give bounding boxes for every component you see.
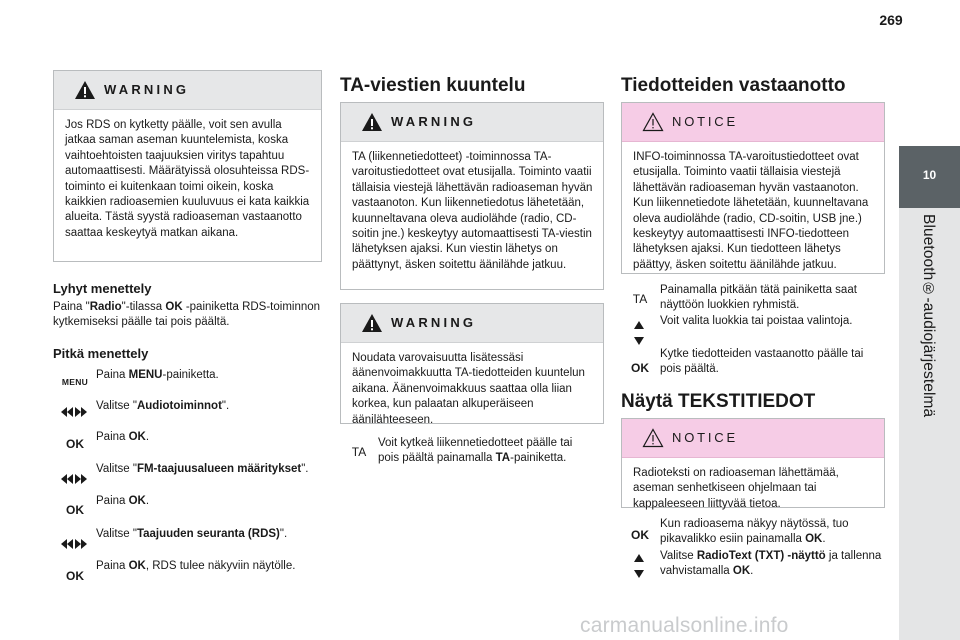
step-1-text: Paina MENU-painiketta. [96, 369, 219, 381]
chapter-title: Bluetooth®-audiojärjestelmä [920, 214, 937, 418]
volume-warning-box [340, 303, 604, 424]
warning-triangle-icon [361, 313, 383, 333]
ok-button-icon: OK [66, 503, 84, 517]
short-procedure-text: Paina "Radio"-tilassa OK -painiketta RDS-toiminnon kytkemiseksi päälle tai pois päältä. [53, 301, 321, 329]
menu-button-icon: MENU [61, 377, 89, 387]
radiotext-select-text: Valitse RadioText (TXT) -näyttö ja tallenna vahvistamalla OK. [660, 550, 882, 578]
notice-text: Radioteksti on radioaseman lähettämää, aseman senhetkiseen ohjelmaan tai kappaleeseen liittyvää tietoa. [633, 467, 839, 510]
ok-button-icon: OK [66, 437, 84, 451]
warning-header [341, 103, 603, 142]
rds-warning-box [53, 70, 322, 262]
warning-label: WARNING [391, 315, 477, 330]
warning-text: Noudata varovaisuutta lisätessäsi äänenvoimakkuutta TA-tiedotteiden kuuntelun aikana. Äänenvoimakkuus saattaa olla liian korkea, kun palaatan alkuperäiseen äänilähteeseen. [352, 352, 585, 426]
category-select-text: Voit valita luokkia tai poistaa valintoja. [660, 315, 853, 327]
radiotext-section-title: Näytä TEKSTITIEDOT [621, 391, 816, 412]
ta-warning-box [340, 102, 604, 290]
ok-button-icon: OK [631, 528, 649, 542]
announcements-section-title: Tiedotteiden vastaanotto [621, 75, 846, 96]
notice-label: NOTICE [672, 114, 738, 129]
warning-text: Jos RDS on kytketty päälle, voit sen avulla jatkaa saman aseman kuuntelemista, koska vaihtoehtoisten taajuuksien viritys tapahtuu automaattisesti. Määrätyissä olosuhteissa RDS-toiminto ei kuitenkaan toimi oikein, koska kaikkien radioasemien kuuluvuus ei kata kaikkia alueita. Tästä syystä radioaseman vastaanotto saattaa keskeytyä matkan aikana. [65, 119, 310, 239]
warning-triangle-icon [74, 80, 96, 100]
ta-long-press-text: Painamalla pitkään tätä painiketta saat näyttöön luokkien ryhmistä. [660, 284, 857, 312]
ta-section-title: TA-viestien kuuntelu [340, 75, 526, 96]
warning-header [341, 304, 603, 343]
step-3-text: Paina OK. [96, 431, 150, 443]
notice-header [622, 103, 884, 142]
ok-button-icon: OK [631, 361, 649, 375]
ta-button-icon: TA [632, 292, 648, 306]
notice-label: NOTICE [672, 430, 738, 445]
step-6-text: Valitse "Taajuuden seuranta (RDS)". [96, 528, 288, 540]
announcement-toggle-text: Kytke tiedotteiden vastaanotto päälle tai pois päältä. [660, 348, 864, 376]
warning-label: WARNING [391, 114, 477, 129]
chapter-tab [899, 146, 960, 208]
warning-text: TA (liikennetiedotteet) -toiminnossa TA-varoitustiedotteet ovat etusijalla. Toiminto vaatii tällaisia viestejä lähettävän radioaseman hyvän vastaanoton. Kun liikennetiedotus lähetetään, kuunneltavana oleva audiolähde (radio, CD-soitin jne.) keskeytyy automaattisesti TA-viestin lähetyksen ajaksi. Kun viestin lähetys on päättynyt, äsken soitettu äänilähde jatkuu. [352, 151, 593, 271]
page-number: 269 [879, 12, 903, 28]
left-right-arrows-icon [61, 539, 87, 549]
ta-button-icon: TA [351, 445, 367, 459]
up-down-arrows-icon [634, 321, 644, 345]
warning-triangle-icon [361, 112, 383, 132]
left-right-arrows-icon [61, 474, 87, 484]
notice-header [622, 419, 884, 458]
ok-button-icon: OK [66, 569, 84, 583]
short-procedure-heading: Lyhyt menettely [53, 281, 152, 296]
ta-toggle-text: Voit kytkeä liikennetiedotteet päälle tai pois päältä painamalla TA-painiketta. [378, 437, 573, 465]
info-notice-box [621, 102, 885, 274]
notice-triangle-icon [642, 428, 664, 448]
step-4-text: Valitse "FM-taajuusalueen määritykset". [96, 463, 309, 475]
radiotext-notice-box [621, 418, 885, 508]
step-2-text: Valitse "Audiotoiminnot". [96, 400, 230, 412]
watermark: carmanualsonline.info [580, 614, 789, 637]
warning-header [54, 71, 321, 110]
warning-label: WARNING [104, 82, 190, 97]
notice-text: INFO-toiminnossa TA-varoitustiedotteet ovat etusijalla. Toiminto vaatii tällaisia viestejä lähettävän radioaseman hyvän vastaanoton. Kun liikennetiedote lähetetään, kuunneltavana oleva audiolähde (radio, CD-soitin, USB jne.) keskeytyy automaattisesti INFO-tiedotteen lähetyksen ajaksi. Kun tiedotteen lähetys päättyy, äsken soitettu äänilähde jatkuu. [633, 151, 869, 271]
long-procedure-heading: Pitkä menettely [53, 346, 149, 361]
notice-triangle-icon [642, 112, 664, 132]
step-5-text: Paina OK. [96, 495, 150, 507]
left-right-arrows-icon [61, 407, 87, 417]
up-down-arrows-icon [634, 554, 644, 578]
chapter-number: 10 [922, 168, 937, 182]
step-7-text: Paina OK, RDS tulee näkyviin näytölle. [96, 560, 296, 572]
quick-menu-text: Kun radioasema näkyy näytössä, tuo pikavalikko esiin painamalla OK. [660, 518, 849, 546]
